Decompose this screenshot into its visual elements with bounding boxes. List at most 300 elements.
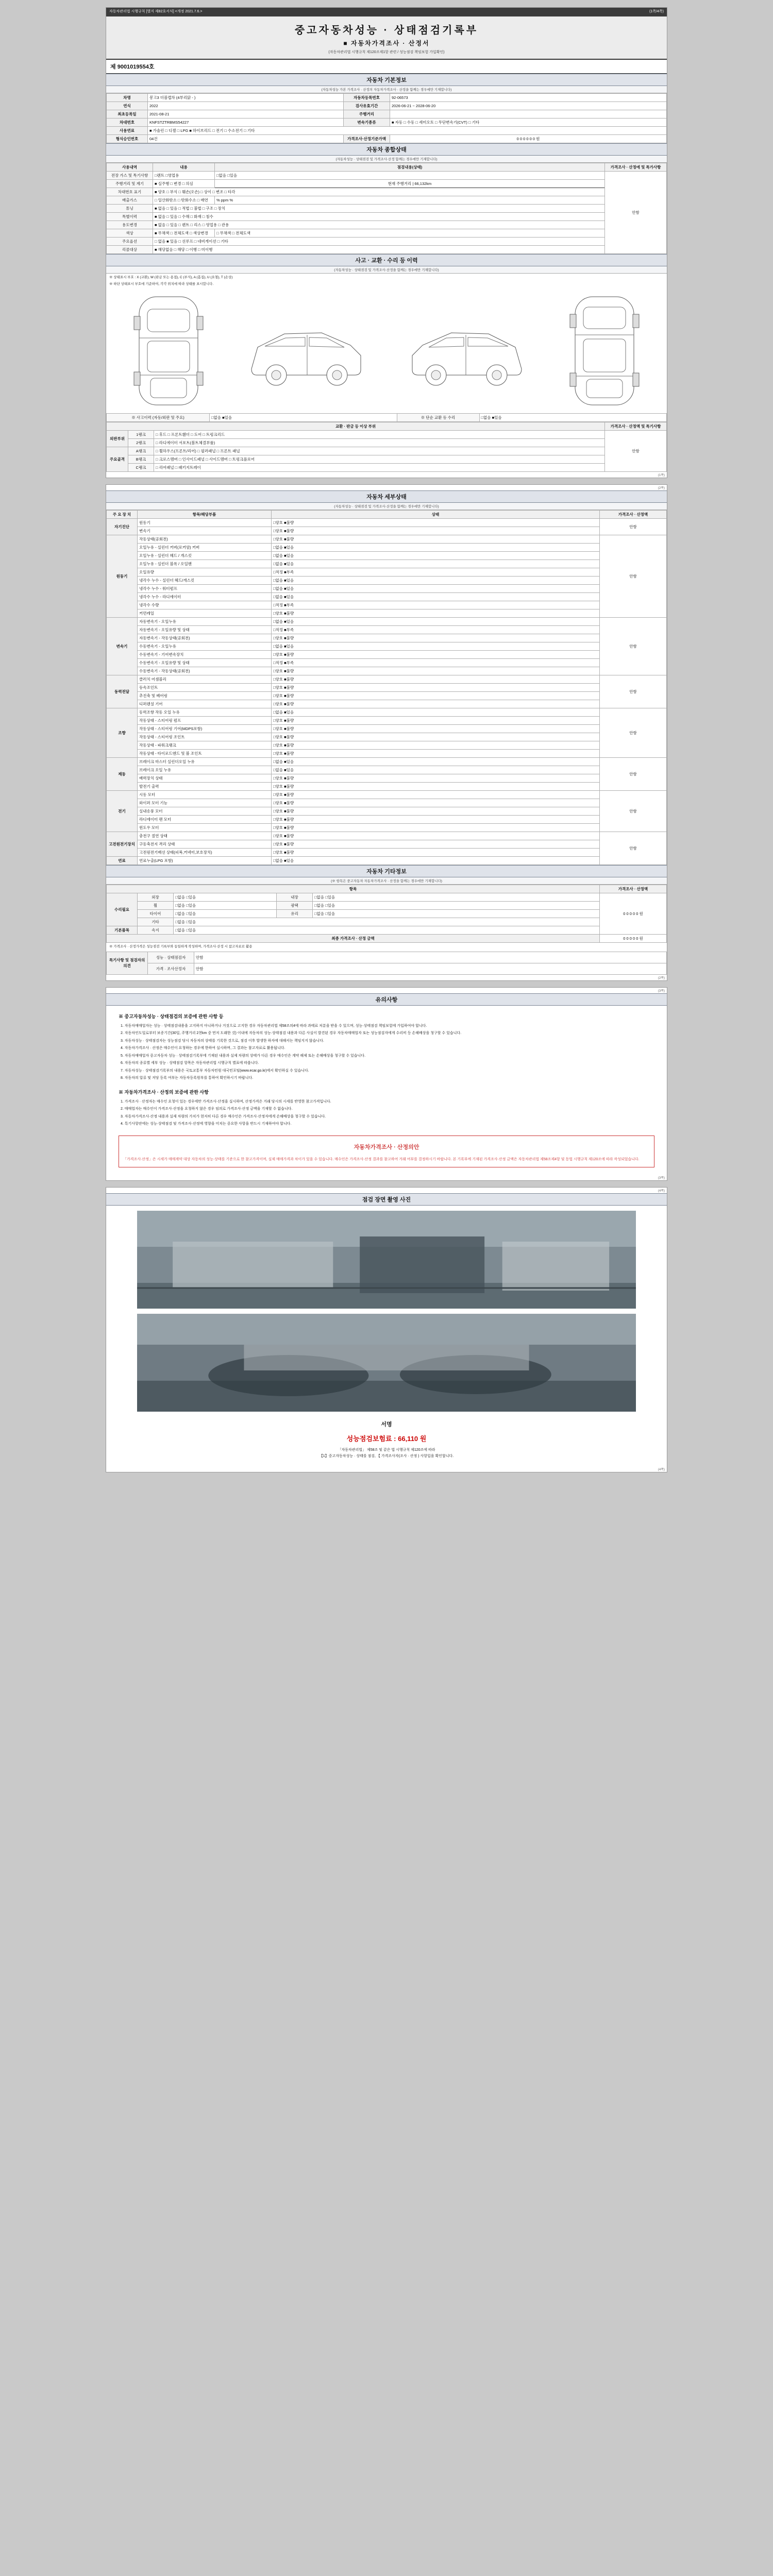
group-label: 원동기	[107, 535, 138, 618]
special-note-label: 특기사항 및 점검자의 의견	[107, 952, 148, 974]
header-description: (자동차관리법 시행규칙 제120조제1항 관련 / 성능점검 책임보험 가입확인)	[328, 50, 445, 54]
list-item: 2. 자동차인도일로부터 보증기간(30일, 주행거리 2천km 중 먼저 도래한 것) 이내에 자동차의 성능·상태점검 내용과 다른 사실이 발견된 경우 자동차매매업자 또는 성능점검자에게 수리비 등 손해배상을 청구할 수 있습니다.	[121, 1031, 462, 1036]
cell-label: 배출가스	[107, 196, 153, 204]
table-row	[107, 229, 667, 237]
table-header-row	[107, 163, 667, 171]
table-row	[107, 717, 667, 725]
cell-value: □ 라디에이터 서포트(볼트체결부품)	[154, 439, 605, 447]
cell-label: 내장	[277, 893, 313, 902]
table-row	[107, 741, 667, 750]
part-state: □양호 ■불량	[272, 651, 600, 659]
cell-remark: 0 0 0 0 0 원	[600, 893, 667, 935]
col-header: 가격조사 · 산정에 및 특가사항	[605, 163, 667, 171]
table-row	[107, 204, 667, 212]
page-label-3: (3쪽)	[658, 989, 665, 993]
part-state: □없음 ■있음	[272, 758, 600, 766]
col-header: 항목/해당부품	[138, 511, 272, 519]
accident-legend: ※ 상태표시 부호 : X (교환), W (판금 또는 용접), C (부식), A (흠집), U (요철), T (손상)	[109, 275, 233, 279]
detail-state-table	[106, 510, 667, 865]
declaration-box	[119, 1136, 654, 1167]
part-name: 작동상태 - 스티어링 조인트	[138, 733, 272, 741]
page-2	[106, 484, 667, 980]
cell-label: 특별이력	[107, 212, 153, 221]
other-info-table	[106, 885, 667, 943]
cell-label: 최초등록일	[107, 110, 148, 118]
table-row	[107, 577, 667, 585]
section-accident-title: 사고 · 교환 · 수리 등 이력	[106, 254, 667, 266]
footer-line-2: 【1】중고자동차성능 · 상태를 점검, 【 가격조사자(조사 · 산정 ) 사항입을 확인합니다.	[319, 1454, 454, 1459]
cell-remark: 안함	[605, 431, 667, 472]
cell-value: ■ 해당없음 □ 해당 □ 이행 □ 미이행	[153, 245, 605, 253]
group-label: 수리필요	[107, 893, 138, 926]
cell-label: 연식	[107, 101, 148, 110]
photo-gallery	[106, 1206, 667, 1417]
table-row	[107, 188, 667, 196]
photo-2-graphic	[137, 1314, 636, 1412]
table-row	[107, 824, 667, 832]
cell-value: □없음 □있음	[174, 910, 277, 918]
part-name: 윈도우 모터	[138, 824, 272, 832]
table-row	[107, 849, 667, 857]
accident-legend-2: ※ 하단 상태표시 부호에 기준하여, 각각 위치에 따라 상태를 표시합니다.	[109, 282, 214, 286]
part-name: 클러치 어셈블리	[138, 675, 272, 684]
part-state: □양호 ■불량	[272, 750, 600, 758]
part-name: 브레이크 오일 누유	[138, 766, 272, 774]
part-name: 냉각수 누수 - 실린더 헤드/개스킷	[138, 577, 272, 585]
list-item: 4. 자동차가격조사 · 산정은 매수인이 요청하는 경우에 한하여 실시하며, 그 결과는 참고자료로 활용됩니다.	[121, 1046, 285, 1050]
table-row	[107, 675, 667, 684]
table-row	[107, 733, 667, 741]
part-state: □양호 ■불량	[272, 832, 600, 840]
cell-remark: 안함	[600, 535, 667, 618]
part-name: 수동변속기 - 작동상태(공회전)	[138, 667, 272, 675]
cell-remark: 안함	[600, 519, 667, 535]
table-row	[107, 750, 667, 758]
page-label-4: (4쪽)	[658, 1189, 665, 1193]
part-name: 수동변속기 - 오일유량 및 상태	[138, 659, 272, 667]
part-state: □적정 ■부족	[272, 659, 600, 667]
cell-value: □없음 □있음	[174, 918, 600, 926]
page-footer-2: (2쪽)	[658, 976, 665, 980]
part-name: 연료누출(LPG 포함)	[138, 857, 272, 865]
top-notice-bar	[106, 8, 667, 16]
section-other-title: 자동차 기타정보	[106, 865, 667, 877]
notice-sub-2: ※ 자동차가격조사 · 산정의 보증에 관한 사항	[119, 1089, 209, 1095]
list-item: 2. 매매업자는 매수인이 가격조사·산정을 요청하지 않은 경우 임의로 가격조사·산정 금액을 기재할 수 없습니다.	[121, 1107, 293, 1111]
cell-value: 봉고3 더블캡차 (4부리닭 - )	[148, 93, 344, 101]
rank-label: 2랭크	[128, 439, 154, 447]
section-accident-sub: (자동차성능 · 상태점검 및 가격조사·산정을 함께는 경우에만 기재합니다)	[106, 266, 667, 274]
cell-value: ■ 가솔린 □ 디젤 □ LPG ■ 하이브리드 □ 전기 □ 수소전기 □ 기타	[148, 126, 667, 134]
part-state: □양호 ■불량	[272, 667, 600, 675]
list-item: 3. 자동차가격조사·산정 내용과 실제 차량의 가치가 현저히 다른 경우 매수인은 가격조사·산정자에게 손해배상을 청구할 수 있습니다.	[121, 1114, 326, 1118]
table-row	[107, 902, 667, 910]
basic-info-table	[106, 93, 667, 143]
inspection-insurance-fee: 성능점검보험료 : 66,110 원	[346, 1434, 427, 1443]
part-name: 라디에이터 팬 모터	[138, 816, 272, 824]
part-state: □양호 ■불량	[272, 807, 600, 816]
footer-line-1: 「자동차관리법」 제58조 및 같은 법 시행규칙 제120조에 따라	[338, 1448, 435, 1452]
signer-value: 안함	[194, 963, 667, 974]
list-item: 7. 자동차성능 · 상태점검기록부의 내용은 국토교통부 자동차민원 대국민포털(www.ecar.go.kr)에서 확인하실 수 있습니다.	[121, 1069, 309, 1073]
cell-value: □없음 □있음	[313, 902, 600, 910]
page-number-1: (1쪽/4쪽)	[649, 10, 664, 13]
cell-label: 변속기종류	[344, 118, 390, 126]
rank-label: C랭크	[128, 464, 154, 472]
odometer-value: 현재 주행거리 | 66,132km	[215, 179, 605, 188]
section-basic-info-title: 자동차 기본정보	[106, 74, 667, 86]
signature-label: 서명	[381, 1421, 392, 1428]
group-label: 연료	[107, 857, 138, 865]
cell-label: 차대번호	[107, 118, 148, 126]
table-row	[107, 593, 667, 601]
table-row	[107, 609, 667, 618]
part-state: □양호 ■불량	[272, 799, 600, 807]
photo-1-graphic	[137, 1211, 636, 1309]
cell-label: 외장	[138, 893, 174, 902]
cell-value: % ppm %	[215, 196, 605, 204]
table-row	[107, 791, 667, 799]
part-name: 등속조인트	[138, 684, 272, 692]
table-row	[107, 126, 667, 134]
part-name: 구동축전지 격리 상태	[138, 840, 272, 849]
cell-value: 2022	[148, 101, 344, 110]
table-row	[107, 642, 667, 651]
table-row	[107, 552, 667, 560]
cell-label: 검사유효기간	[344, 101, 390, 110]
part-name: 동력조향 작동 오일 누유	[138, 708, 272, 717]
inspection-photo-2	[137, 1314, 636, 1412]
car-diagram-side	[244, 292, 368, 410]
cell-value: □없음 □있음	[174, 893, 277, 902]
group-label: 전기	[107, 791, 138, 832]
part-state: □없음 ■있음	[272, 585, 600, 593]
table-row	[107, 684, 667, 692]
cell-label: 리콜대상	[107, 245, 153, 253]
signature-table	[106, 952, 667, 975]
cell-label: 주행거리	[344, 110, 390, 118]
table-row	[107, 766, 667, 774]
cell-value: 0 0 0 0 0 0 원	[390, 134, 667, 143]
rank-label: B랭크	[128, 455, 154, 464]
table-row	[107, 171, 667, 179]
part-state: □없음 ■있음	[272, 593, 600, 601]
part-state: □없음 ■있음	[272, 544, 600, 552]
page-title: 중고자동차성능 · 상태점검기록부	[294, 24, 479, 36]
table-row	[107, 118, 667, 126]
table-row	[107, 455, 667, 464]
part-name: 자동변속기 - 작동상태(공회전)	[138, 634, 272, 642]
col-header: 상태	[272, 511, 600, 519]
table-row	[107, 774, 667, 783]
cell-label: 가격조사·산정기준가액	[344, 134, 390, 143]
group-label: 외판부위	[107, 431, 128, 447]
table-row	[107, 527, 667, 535]
table-row	[107, 431, 667, 439]
cell-value: ■ 자동 □ 수동 □ 세미오토 □ 무단변속기(CVT) □ 기타	[390, 118, 667, 126]
cell-label: 타이어	[138, 910, 174, 918]
table-row	[107, 935, 667, 943]
cell-label: 속지	[138, 926, 174, 935]
group-label: 동력전달	[107, 675, 138, 708]
cell-label: ※ 사고이력 (자동/외판 및 주요)	[107, 414, 210, 422]
doc-no-label: 제	[110, 63, 116, 70]
group-label: 주요골격	[107, 447, 128, 472]
part-name: 냉각수 누수 - 워터펌프	[138, 585, 272, 593]
section-overall-title: 자동차 종합상태	[106, 143, 667, 156]
table-row	[107, 212, 667, 221]
table-header-row	[107, 422, 667, 431]
list-item: 4. 특기사항란에는 성능·상태점검 및 가격조사·산정에 영향을 미치는 중요한 사항을 반드시 기재하여야 합니다.	[121, 1122, 292, 1126]
table-row	[107, 816, 667, 824]
cell-value: ■ 없음 □ 있음 □ 렌트 □ 리스 □ 영업용 □ 관용	[153, 221, 605, 229]
section-detail-sub: (자동차성능 · 상태점검 및 가격조사·산정을 함께는 경우에만 기재합니다)	[106, 503, 667, 510]
cell-value: 2026-06-21 ~ 2028-06-20	[390, 101, 667, 110]
part-state: □양호 ■불량	[272, 824, 600, 832]
part-name: 충전구 절연 상태	[138, 832, 272, 840]
cell-value: □없음 □있음	[174, 926, 600, 935]
part-name: 작동상태 - 타이로드엔드 및 볼 조인트	[138, 750, 272, 758]
part-state: □양호 ■불량	[272, 519, 600, 527]
cell-label: 튜닝	[107, 204, 153, 212]
table-row	[107, 134, 667, 143]
list-item: 5. 자동차매매업자 중고자동차 성능 · 상태점검기록부에 기재된 내용과 실제 차량의 상태가 다른 경우 매수인은 계약 해제 또는 손해배상을 청구할 수 있습니다.	[121, 1054, 366, 1058]
col-header: 점검내용(상태)	[215, 163, 605, 171]
part-state: □양호 ■불량	[272, 741, 600, 750]
document-header	[106, 16, 667, 60]
cell-remark: 안함	[600, 618, 667, 675]
cell-label: 자동차등록번호	[344, 93, 390, 101]
declaration-body: 「가격조사·산정」은 시세가 매매계약 대상 자동차의 성능·상태를 기준으로 한 참고가격이며, 실제 매매가격과 차이가 있을 수 있습니다. 매수인은 가격조사·산정 결과를 참고하여 거래 여부를 결정하시기 바랍니다. 본 기록부에 기재된 가격조사·산정 금액은 자동차관리법 제58조제4항 및 동법 시행규칙 제120조에 따라 작성되었습니다.	[123, 1157, 640, 1161]
overall-state-table	[106, 163, 667, 254]
col-header: 사용내역	[107, 163, 153, 171]
table-row	[107, 101, 667, 110]
table-row	[107, 245, 667, 253]
col-header: 교환 · 판금 등 이상 부위	[107, 422, 605, 431]
table-row	[107, 708, 667, 717]
document-number	[106, 60, 667, 74]
rank-label: A랭크	[128, 447, 154, 455]
part-state: □양호 ■불량	[272, 717, 600, 725]
cell-value: ■ 무채색 □ 전체도색 □ 색상변경	[153, 229, 215, 237]
list-item: 1. 가격조사 · 산정자는 매수인 요청이 있는 경우에만 가격조사·산정을 실시하며, 산정가격은 거래 당시의 시세를 반영한 참고가격입니다.	[121, 1099, 331, 1104]
final-price-label: 최종 가격조사 · 산정 금액	[107, 935, 600, 943]
cell-remark: 안함	[605, 171, 667, 253]
table-row	[107, 700, 667, 708]
doc-no-value: 9001019554호	[117, 63, 155, 70]
table-row	[107, 783, 667, 791]
part-state: □없음 ■있음	[272, 708, 600, 717]
part-state: □양호 ■불량	[272, 684, 600, 692]
table-header-row	[107, 511, 667, 519]
cell-remark: 안함	[600, 708, 667, 758]
signer-label: 가격 · 조사산정자	[148, 963, 194, 974]
col-header: 가격조사 · 산정액	[600, 511, 667, 519]
cell-label: 용도변경	[107, 221, 153, 229]
table-row	[107, 910, 667, 918]
signer-label: 성능 · 상태점검자	[148, 952, 194, 963]
list-item: 6. 자동차의 종류별 세부 성능 · 상태점검 항목은 자동차관리법 시행규칙 별표에 따릅니다.	[121, 1061, 259, 1065]
table-row	[107, 857, 667, 865]
cell-value: 2021-08-21	[148, 110, 344, 118]
part-state: □양호 ■불량	[272, 849, 600, 857]
col-header: 내용	[153, 163, 215, 171]
notice-list	[119, 1024, 654, 1081]
car-diagram-rear	[566, 292, 643, 410]
part-state: □없음 ■있음	[272, 642, 600, 651]
table-row	[107, 447, 667, 455]
part-state: □양호 ■불량	[272, 791, 600, 799]
car-damage-diagram	[106, 289, 667, 410]
part-name: 추진축 및 베어링	[138, 692, 272, 700]
cell-label: 차대번호 표기	[107, 188, 153, 196]
part-name: 오일유량	[138, 568, 272, 577]
cell-remark: 안함	[600, 832, 667, 865]
part-state: □양호 ■불량	[272, 692, 600, 700]
car-diagram-front-left	[130, 292, 207, 410]
section-other-sub: (※ 항목은 중고자동차 자동차가격조사 · 산정을 함께는 경우에만 기재합니다)	[106, 877, 667, 885]
part-name: 오일누유 - 실린더 블록 / 오일팬	[138, 560, 272, 568]
cell-remark: 안함	[600, 758, 667, 791]
group-label: 조향	[107, 708, 138, 758]
list-item: 1. 자동차매매업자는 성능 · 상태점검내용을 고지하지 아니하거나 거짓으로 고지한 경우 자동차관리법 제58조의4에 따라 과태료 처분을 받을 수 있으며, 성능·상태점검 책임보험에 가입하여야 합니다.	[121, 1024, 427, 1028]
cell-label: 차명	[107, 93, 148, 101]
part-state: □양호 ■불량	[272, 527, 600, 535]
table-row	[107, 963, 667, 974]
col-header: 가격조사 · 산정액 및 특기사항	[605, 422, 667, 431]
cell-label: 주행거리 및 계기	[107, 179, 153, 188]
cell-label: 색상	[107, 229, 153, 237]
part-name: 시동 모터	[138, 791, 272, 799]
group-label: 기본품목	[107, 926, 138, 935]
declaration-title: 자동차가격조사 · 산정의안	[354, 1144, 419, 1150]
part-state: □없음 ■있음	[272, 766, 600, 774]
table-row	[107, 110, 667, 118]
table-row	[107, 560, 667, 568]
cell-value: □ 일산화탄소 □ 탄화수소 □ 매연	[153, 196, 215, 204]
section-photos-title: 점검 장면 촬영 사진	[106, 1193, 667, 1206]
part-state: □양호 ■불량	[272, 609, 600, 618]
part-name: 냉각수 수량	[138, 601, 272, 609]
table-row	[107, 439, 667, 447]
cell-value: 04건	[148, 134, 344, 143]
table-row	[107, 544, 667, 552]
section-basic-info-sub: (자동차성능 가본 가격조사 · 산정의 자동차가격조사 · 산정을 함께는 경우에만 기재합니다)	[106, 86, 667, 93]
part-state: □양호 ■불량	[272, 675, 600, 684]
cell-label: 형식승인번호	[107, 134, 148, 143]
part-name: 와이퍼 모터 기능	[138, 799, 272, 807]
part-name: 배력장치 상태	[138, 774, 272, 783]
parts-table	[106, 422, 667, 472]
part-name: 작동상태 - 스티어링 기어(MDPS포함)	[138, 725, 272, 733]
cell-label: 휠	[138, 902, 174, 910]
table-row	[107, 414, 667, 422]
part-name: 오일누유 - 실린더 헤드 / 개스킷	[138, 552, 272, 560]
cell-value: □렌트 □영업용	[153, 171, 215, 179]
accident-history-table	[106, 413, 667, 422]
part-name: 자동변속기 - 오일유량 및 상태	[138, 626, 272, 634]
cell-label: ※ 단순 교환 등 수리	[397, 414, 479, 422]
page-footer-3: (3쪽)	[658, 1176, 665, 1180]
rank-label: 1랭크	[128, 431, 154, 439]
table-row	[107, 952, 667, 963]
notice-list-2	[119, 1099, 654, 1127]
table-row	[107, 464, 667, 472]
section-detail-title: 자동차 세부상태	[106, 490, 667, 503]
table-row	[107, 651, 667, 659]
inspection-photo-1	[137, 1211, 636, 1309]
footer-legal	[106, 1445, 667, 1466]
part-name: 작동상태 - 스티어링 펌프	[138, 717, 272, 725]
table-row	[107, 659, 667, 667]
table-row	[107, 93, 667, 101]
cell-value: □없음 □있음	[174, 902, 277, 910]
page-label-2: (2쪽)	[658, 487, 665, 490]
part-name: 오일누유 - 실린더 커버(로커암) 커버	[138, 544, 272, 552]
page-1	[106, 7, 667, 478]
col-header: 주 요 장 치	[107, 511, 138, 519]
part-state: □양호 ■불량	[272, 816, 600, 824]
part-name: 실내송풍 모터	[138, 807, 272, 816]
table-row	[107, 840, 667, 849]
page-3	[106, 987, 667, 1181]
table-row	[107, 725, 667, 733]
table-row	[107, 926, 667, 935]
cell-label: 기타	[138, 918, 174, 926]
group-label: 자기진단	[107, 519, 138, 535]
table-row	[107, 692, 667, 700]
table-header-row	[107, 885, 667, 893]
table-row	[107, 221, 667, 229]
part-name: 변속기	[138, 527, 272, 535]
table-row	[107, 601, 667, 609]
part-state: □양호 ■불량	[272, 535, 600, 544]
other-price-note: ※ 가격조사 · 산정가격은 성능점검 기록부와 동일하게 작성하며, 가격조사·산정 시 참고자료로 활용	[109, 945, 253, 949]
cell-value: ■ 양호 □ 부식 □ 훼손(오손) □ 상이 □ 변조 □ 타각	[153, 188, 605, 196]
part-state: □양호 ■불량	[272, 700, 600, 708]
col-header: 항목	[107, 885, 600, 893]
table-row	[107, 196, 667, 204]
part-state: □없음 ■있음	[272, 552, 600, 560]
cell-value: 92-06573	[390, 93, 667, 101]
part-name: 고전원전기배선 상태(피복,커넥터,보호장치)	[138, 849, 272, 857]
table-row	[107, 568, 667, 577]
table-row	[107, 799, 667, 807]
cell-value: □없음 □있음	[215, 171, 605, 179]
notice-sub-1: ※ 중고자동차성능 · 상태점검의 보증에 관한 사항 등	[119, 1013, 224, 1019]
table-row	[107, 618, 667, 626]
part-state: □없음 ■있음	[272, 857, 600, 865]
part-state: □양호 ■불량	[272, 634, 600, 642]
part-name: 수동변속기 - 오일누유	[138, 642, 272, 651]
part-state: □양호 ■불량	[272, 774, 600, 783]
part-state: □적정 ■부족	[272, 601, 600, 609]
cell-value: □ 휠하우스(프론트/리어) □ 필러패널 □ 프론트 패널	[154, 447, 605, 455]
list-item: 8. 자동차의 압류 및 저당 등록 여부는 자동차등록원부를 통하여 확인하시기 바랍니다.	[121, 1076, 254, 1080]
table-row	[107, 667, 667, 675]
page-subtitle: ■ 자동차가격조사 · 산정서	[343, 39, 430, 47]
cell-label: 전장 가스 및 특기사항	[107, 171, 153, 179]
table-row	[107, 893, 667, 902]
section-overall-sub: (자동차성능 · 상태점검 및 가격조사·산정 함께는 경우에만 기재합니다)	[106, 156, 667, 163]
page-footer-4: (4쪽)	[658, 1468, 665, 1471]
form-code: 자동차관리법 시행규칙 [별지 제82호서식] <개정 2021.7.6.>	[109, 10, 203, 13]
final-price-value: 0 0 0 0 0 원	[600, 935, 667, 943]
part-name: 발전기 출력	[138, 783, 272, 791]
part-name: 커먼레일	[138, 609, 272, 618]
part-state: □양호 ■불량	[272, 840, 600, 849]
cell-value: □없음 ■있음	[210, 414, 397, 422]
